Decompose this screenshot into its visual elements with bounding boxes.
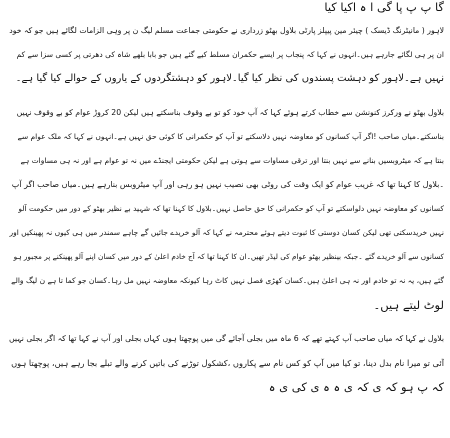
text-line: نہیں ہے۔لاہور کو دہشت پسندوں کی نظر کیا گیا۔لاہور کو دہشتگردوں کے یاروں کے حوالے کیا گیا ہے۔ xyxy=(15,73,444,84)
text-line: بنتا ہے کہ میٹروبسیں بنانے سے نہیں بنتا اور ترقی مساوات سے ہوتی ہے لیکن حکومتی ایجنڈے میں نہ تو عوام ہے اور نہ ہی مساوات ہے xyxy=(20,156,444,165)
text-line: کسانوں کو معاوضہ نہیں دلواسکتے تو آپ کو حکمرانی کا حق حاصل نہیں۔بلاول کا کہنا تھا کہ شہید بے نظیر بھٹو کے دور میں حکومت آلو xyxy=(18,204,444,213)
paragraph-intro xyxy=(8,0,444,91)
paragraph-gap xyxy=(8,91,444,101)
text-line: نہیں خریدسکتی تھی لیکن کسان دوستی کا ثبوت دیتے ہوئے محترمہ نے کہا کہ آلو خریدے جائیں گے چاہے سمندر میں ہی کیوں نہ پھینکیں اور xyxy=(9,228,444,237)
text-line: بلاول نے کہا کہ میاں صاحب آپ کہتے تھے کہ 6 ماہ میں بجلی آجائے گی میں پوچھتا ہوں کہاں بجلی اور آپ نے کہا تھا کہ اگر بجلی نہیں xyxy=(8,334,444,343)
paragraph-convention xyxy=(8,101,444,317)
article-body xyxy=(8,0,444,399)
paragraph-gap xyxy=(8,317,444,327)
text-line: ان پر ہی لگائے جارہے ہیں۔انہوں نے کہا کہ پنجاب پر ایسے حکمران مسلط کیے گئے ہیں جو بابا بلھے شاہ کی دھرتی پر کسی سزا سے کم xyxy=(16,50,444,59)
text-line: بلاول بھٹو نے ورکرز کنونشن سے خطاب کرتے ہوئے کہا کہ آپ خود کو تو بے وقوف بناسکتے ہیں لیکن 20 کروڑ عوام کو بے وقوف نہیں xyxy=(16,108,444,117)
text-line: لوٹ لیتے ہیں۔ xyxy=(373,298,444,312)
paragraph-electricity xyxy=(8,327,444,399)
text-line: بناسکتے۔میاں صاحب !اگر آپ کسانوں کو معاوضہ نہیں دلاسکتے تو آپ کو حکمرانی کا کوئی حق نہیں ہے۔انہوں نے کہا کہ ملک عوام سے xyxy=(17,132,444,141)
text-line: کہ پ ہو کہ ی کہ ی ہ ہ ی کی ی ہ xyxy=(268,380,444,394)
text-line: گئے ہیں، یہ نہ تو خادم اور نہ ہی اعلیٰ ہیں۔کسان کھڑی فصل نہیں کاٹ رہا کیونکہ معاوضہ نہیں مل رہا۔کسان جو کما تا ہے ن لیگ والے xyxy=(11,276,444,285)
text-line: کسانوں سے آلو خریدے گئے ۔جبکہ بینظیر بھٹو عوام کی لیڈر تھیں۔ان کا کہنا تھا کہ آج خادم اعلیٰ کے دور میں کسان اپنے آلو پھینکنے پر مجبور ہو xyxy=(13,252,444,261)
text-line: آئی تو میرا نام بدل دینا، تو کیا میں آپ کو کس نام سے پکاروں ،کشکول توڑنے کی باتیں کرنے والے تبلے بجا رہے ہیں، پوچھتا ہوں xyxy=(11,358,444,368)
text-line: گا پ پ پا گی ا ہ اکیا کیا xyxy=(324,0,444,14)
text-line: لاہور ( مانیٹرنگ ڈیسک ) چیئر مین پیپلز پارٹی بلاول بھٹو زرداری نے حکومتی جماعت مسلم لیگ ن پر وہی الزامات لگائے ہیں جو کہ خود xyxy=(9,26,444,35)
text-line: ۔بلاول کا کہنا تھا کہ غریب عوام کو ایک وقت کی روٹی بھی نصیب نہیں ہو رہی اور آپ میٹروبس بنارہے ہیں۔میاں صاحب اگر آپ xyxy=(11,180,444,189)
